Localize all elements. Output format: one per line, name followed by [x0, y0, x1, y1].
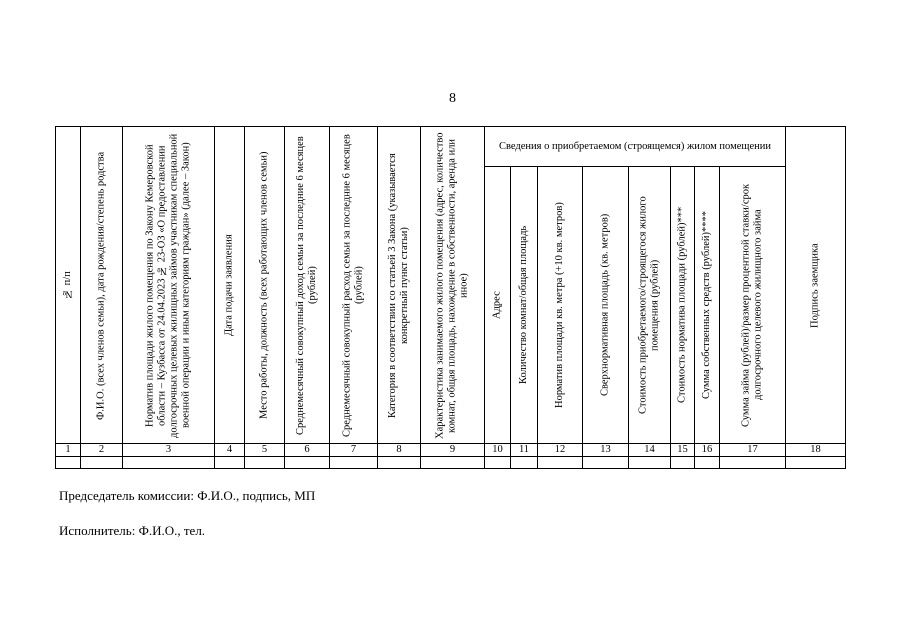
header-text-8: Категория в соответствии со статьей 3 Закона (указывается конкретный пункт статьи)	[387, 152, 410, 418]
empty-cell	[671, 457, 695, 469]
header-text-10: Адрес	[491, 291, 503, 319]
column-number: 16	[695, 444, 720, 457]
column-number: 4	[215, 444, 245, 457]
empty-cell	[421, 457, 485, 469]
empty-cell	[330, 457, 378, 469]
header-cell-7	[330, 127, 378, 444]
header-text-15: Стоимость норматива площади (рублей)***	[676, 206, 688, 404]
chairman-signature-line: Председатель комиссии: Ф.И.О., подпись, МП	[59, 488, 316, 503]
column-number: 18	[786, 444, 846, 457]
header-text-14: Стоимость приобретаемого/строящегося жилого помещения (рублей)	[637, 196, 661, 414]
column-number: 14	[629, 444, 671, 457]
header-cell-6	[285, 127, 330, 444]
empty-cell	[695, 457, 720, 469]
header-text-7: Среднемесячный совокупный расход семьи за последние 6 месяцев (рублей)	[341, 133, 365, 437]
header-cell-8	[378, 127, 421, 444]
column-number: 15	[671, 444, 695, 457]
column-number: 6	[285, 444, 330, 457]
header-cell-14	[629, 167, 671, 444]
page-number: 8	[449, 91, 456, 106]
header-cell-13	[583, 167, 629, 444]
header-text-13: Сверхнормативная площадь (кв. метров)	[599, 213, 611, 397]
empty-data-row	[56, 457, 846, 469]
header-cell-17	[720, 167, 786, 444]
empty-cell	[511, 457, 538, 469]
empty-cell	[285, 457, 330, 469]
column-number: 17	[720, 444, 786, 457]
header-text-12: Норматив площади кв. метра (+10 кв. метров)	[554, 202, 565, 408]
empty-cell	[56, 457, 81, 469]
empty-cell	[538, 457, 583, 469]
executor-line: Исполнитель: Ф.И.О., тел.	[59, 523, 206, 538]
empty-cell	[629, 457, 671, 469]
column-number-row	[56, 444, 846, 457]
header-cell-3	[123, 127, 215, 444]
empty-cell	[81, 457, 123, 469]
header-cell-10	[485, 167, 511, 444]
header-cell-1	[56, 127, 81, 444]
header-cell-4	[215, 127, 245, 444]
header-cell-5	[245, 127, 285, 444]
header-cell-16	[695, 167, 720, 444]
empty-cell	[215, 457, 245, 469]
column-number: 8	[378, 444, 421, 457]
column-number: 10	[485, 444, 511, 457]
column-number: 12	[538, 444, 583, 457]
header-text-2: Ф.И.О. (всех членов семьи), дата рождения/степень родства	[95, 150, 107, 420]
register-table	[55, 126, 846, 469]
header-cell-15	[671, 167, 695, 444]
header-cell-12	[538, 167, 583, 444]
header-text-6: Среднемесячный совокупный доход семьи за последние 6 месяцев (рублей)	[295, 135, 318, 435]
group-header-cell	[485, 127, 786, 167]
header-cell-9	[421, 127, 485, 444]
empty-cell	[583, 457, 629, 469]
column-number: 5	[245, 444, 285, 457]
column-number: 11	[511, 444, 538, 457]
header-text-16: Сумма собственных средств (рублей)****	[701, 211, 712, 400]
empty-cell	[123, 457, 215, 469]
empty-cell	[720, 457, 786, 469]
header-text-18: Подпись заемщика	[809, 242, 821, 328]
column-number: 9	[421, 444, 485, 457]
column-number: 2	[81, 444, 123, 457]
column-number: 1	[56, 444, 81, 457]
empty-cell	[378, 457, 421, 469]
column-number: 7	[330, 444, 378, 457]
header-cell-2	[81, 127, 123, 444]
header-text-4: Дата подачи заявления	[223, 234, 235, 336]
header-cell-11	[511, 167, 538, 444]
header-text-17: Сумма займа (рублей)/размер процентной ставки/срок долгосрочного целевого жилищного займа	[740, 183, 764, 427]
header-text-9: Характеристика занимаемого жилого помещения (адрес, количество комнат, общая площадь, нахождение в собственности, аренда или иное)	[434, 131, 470, 439]
header-text-1: № п/п	[62, 271, 73, 299]
header-text-5: Место работы, должность (всех работающих членов семьи)	[258, 151, 270, 419]
header-text-11: Количество комнат/общая площадь	[518, 225, 529, 385]
group-header-text: Сведения о приобретаемом (строящемся) жилом помещении	[498, 140, 771, 152]
header-cell-18	[786, 127, 846, 444]
column-number: 13	[583, 444, 629, 457]
empty-cell	[485, 457, 511, 469]
header-text-3: Норматив площади жилого помещения по Закону Кемеровской области – Кузбасса от 24.04.2023 № 23-ОЗ «О предоставлении долгосрочных целевых жилищных займов участникам специальной военной операции и иным категориям граждан» (далее – Закон)	[144, 132, 192, 438]
empty-cell	[245, 457, 285, 469]
column-number: 3	[123, 444, 215, 457]
empty-cell	[786, 457, 846, 469]
